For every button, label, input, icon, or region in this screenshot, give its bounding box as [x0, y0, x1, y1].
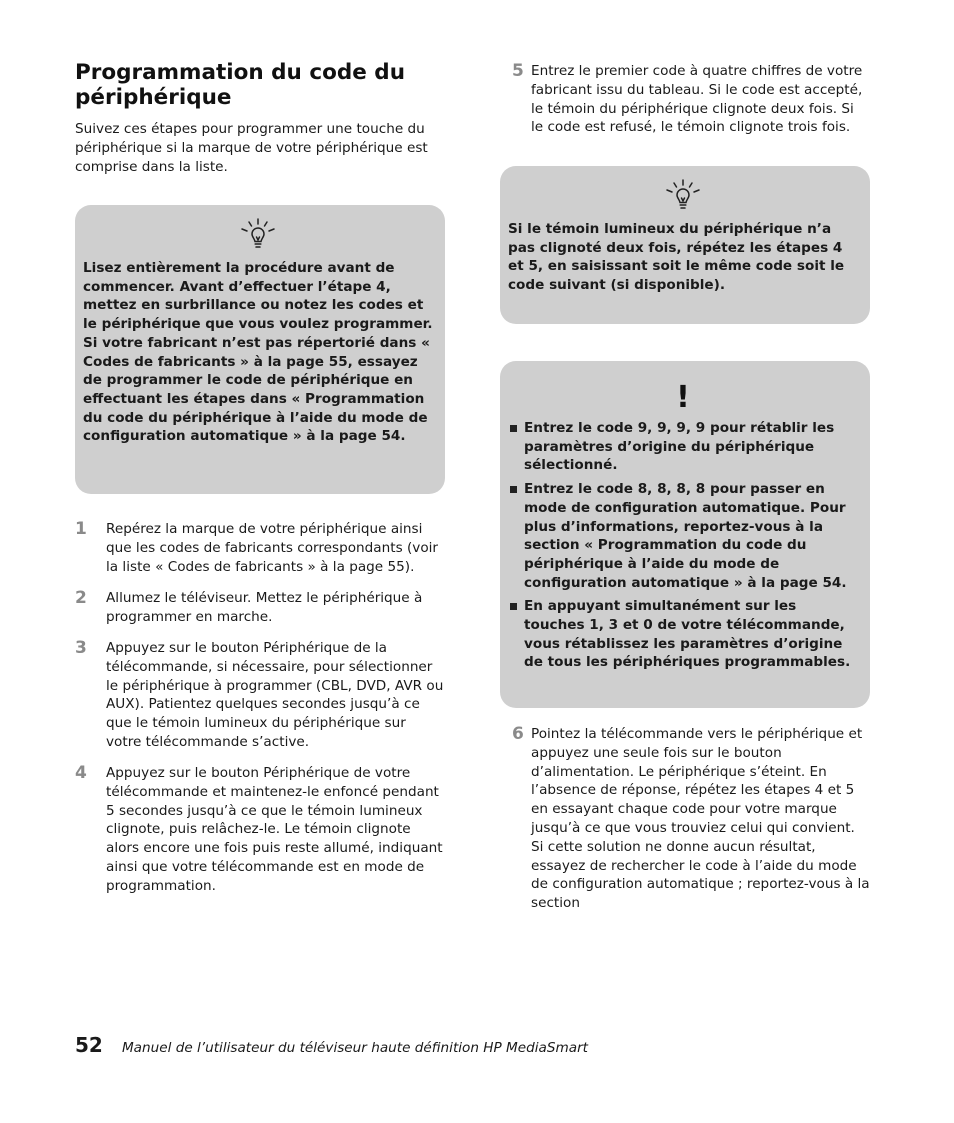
lightbulb-icon: [238, 217, 278, 251]
step-4: [75, 764, 445, 896]
section-title: Programmation du code du périphérique: [75, 60, 406, 110]
warning-item: En appuyant simultanément sur les touches 1, 3 et 0 de votre télécommande, vous rétablissez les paramètres d’origine de tous les périphériques programmables.: [508, 597, 858, 672]
tip-text: Si le témoin lumineux du périphérique n’a pas clignoté deux fois, répétez les étapes 4 et 5, en saisissant soit le même code soit le code suivant (si disponible).: [508, 221, 845, 294]
bullet-square-icon: [510, 425, 517, 432]
step-number: 6: [512, 724, 524, 744]
step-number: 3: [75, 638, 87, 658]
step-5: [500, 62, 870, 137]
step-number: 5: [512, 61, 524, 81]
step-number: 1: [75, 519, 87, 539]
left-column: [75, 60, 445, 177]
warning-box: [500, 361, 870, 708]
bullet-square-icon: [510, 603, 517, 610]
step-text: Pointez la télécommande vers le périphérique et appuyez une seule fois sur le bouton d’alimentation. Le périphérique s’éteint. En l’absence de réponse, répétez les étapes 4 et 5 en essayant chaque code pour votre marque jusqu’à ce que vous trouviez celui qui convient. Si cette solution ne donne aucun résultat, essayez de rechercher le code à l’aide du mode de configuration automatique ; reportez-vous à la section: [531, 726, 870, 912]
step-number: 4: [75, 763, 87, 783]
step-6: [500, 725, 870, 913]
footer-title: Manuel de l’utilisateur du téléviseur haute définition HP MediaSmart: [121, 1040, 588, 1056]
exclamation-icon: !: [676, 380, 690, 415]
warning-item: Entrez le code 8, 8, 8, 8 pour passer en mode de configuration automatique. Pour plus d’informations, reportez-vous à la section « Programmation du code du périphérique à l’aide du mode de configuration automatique » à la page 54.: [508, 480, 858, 592]
step-text: Repérez la marque de votre périphérique ainsi que les codes de fabricants correspondants (voir la liste « Codes de fabricants » à la page 55).: [106, 521, 439, 575]
step-text: Entrez le premier code à quatre chiffres de votre fabricant issu du tableau. Si le code est accepté, le témoin du périphérique clignote deux fois. Si le code est refusé, le témoin clignote trois fois.: [531, 63, 863, 136]
step-text: Appuyez sur le bouton Périphérique de la télécommande, si nécessaire, pour sélectionner le périphérique à programmer (CBL, DVD, AVR ou AUX). Patientez quelques secondes jusqu’à ce que le témoin lumineux du périphérique sur votre télécommande s’active.: [106, 640, 444, 750]
tip-box-right: [500, 166, 870, 324]
step-text: Appuyez sur le bouton Périphérique de votre télécommande et maintenez-le enfoncé pendant 5 secondes jusqu’à ce que le témoin lumineux clignote, puis relâchez-le. Le témoin clignote alors encore une fois puis reste allumé, indiquant ainsi que votre télécommande est en mode de programmation.: [106, 765, 443, 894]
step-1: [75, 520, 445, 576]
intro-paragraph: Suivez ces étapes pour programmer une touche du périphérique si la marque de votre périphérique est comprise dans la liste.: [75, 121, 428, 175]
step-3: [75, 639, 445, 752]
tip-text: Lisez entièrement la procédure avant de commencer. Avant d’effectuer l’étape 4, mettez en surbrillance ou notez les codes et le périphérique que vous voulez programmer. Si votre fabricant n’est pas répertorié dans « Codes de fabricants » à la page 55, essayez de programmer le code de périphérique en effectuant les étapes dans « Programmation du code du périphérique à l’aide du mode de configuration automatique » à la page 54.: [83, 260, 433, 445]
page-number: 52: [75, 1033, 103, 1057]
step-number: 2: [75, 588, 87, 608]
bullet-square-icon: [510, 486, 517, 493]
step-text: Allumez le téléviseur. Mettez le périphérique à programmer en marche.: [106, 590, 423, 625]
page-footer: [75, 1033, 588, 1057]
tip-box-left: [75, 205, 445, 494]
step-2: [75, 589, 445, 627]
warning-item: Entrez le code 9, 9, 9, 9 pour rétablir les paramètres d’origine du périphérique sélectionné.: [508, 419, 858, 475]
warning-list: [508, 419, 858, 672]
lightbulb-icon: [663, 178, 703, 212]
